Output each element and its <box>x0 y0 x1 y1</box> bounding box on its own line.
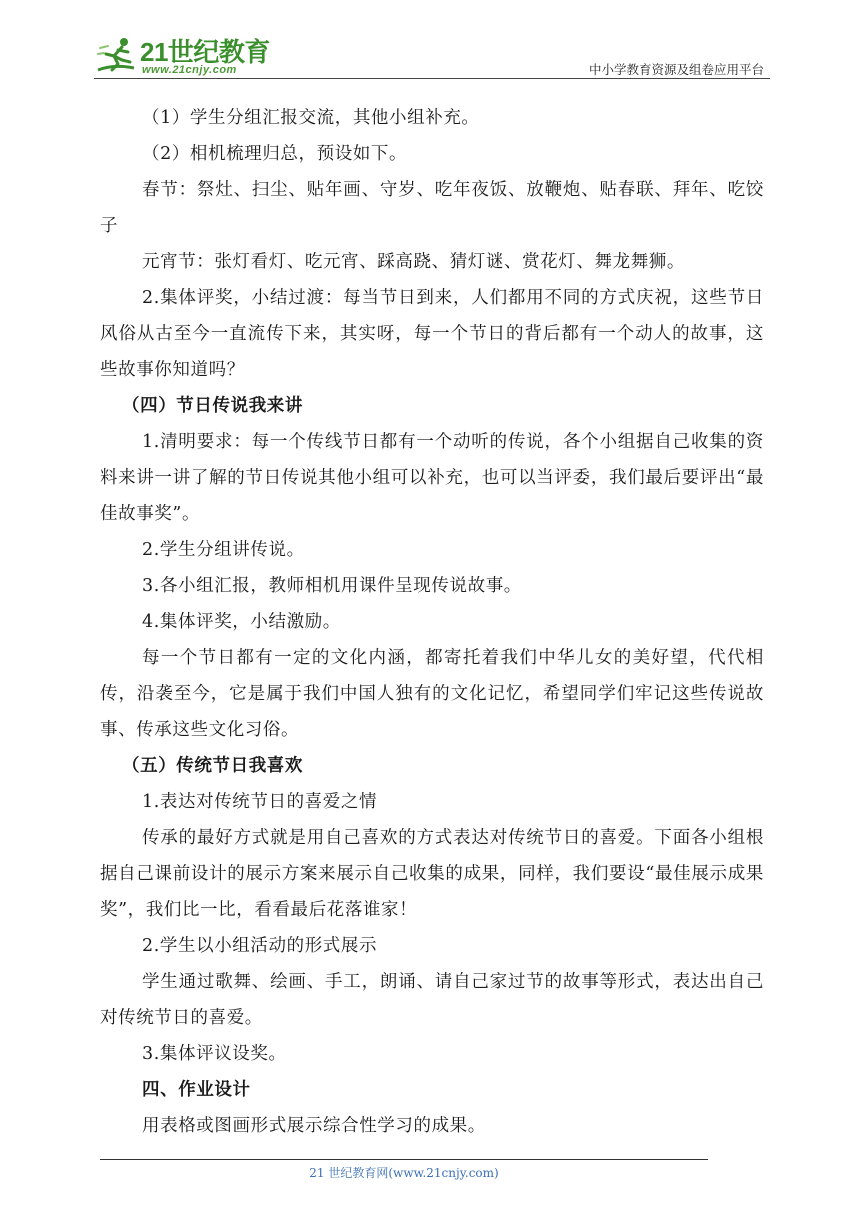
section-heading: （五）传统节日我喜欢 <box>122 756 303 776</box>
paragraph: 1.表达对传统节日的喜爱之情 <box>142 792 378 812</box>
footer-divider <box>100 1159 708 1160</box>
paragraph: 4.集体评奖，小结激励。 <box>142 612 341 632</box>
paragraph: 1.清明要求：每一个传线节日都有一个动听的传说，各个小组据自己收集的资料来讲一讲了解的节日传说其他小组可以补充，也可以当评委，我们最后要评出“最佳故事奖”。 <box>100 432 764 524</box>
document-body <box>100 100 764 1144</box>
page-header <box>94 30 770 80</box>
paragraph: 2.学生分组讲传说。 <box>142 540 305 560</box>
paragraph: 元宵节：张灯看灯、吃元宵、踩高跷、猜灯谜、赏花灯、舞龙舞狮。 <box>142 252 685 272</box>
section-heading: 四、作业设计 <box>142 1080 251 1100</box>
paragraph: 3.集体评议设奖。 <box>142 1044 287 1064</box>
paragraph: （1）学生分组汇报交流，其他小组补充。 <box>142 108 480 128</box>
logo-title: 21世纪教育 <box>140 37 270 67</box>
paragraph: 传承的最好方式就是用自己喜欢的方式表达对传统节日的喜爱。下面各小组根据自己课前设计的展示方案来展示自己收集的成果，同样，我们要设“最佳展示成果奖”，我们比一比，看看最后花落谁家！ <box>100 828 764 920</box>
paragraph: 学生通过歌舞、绘画、手工，朗诵、请自己家过节的故事等形式，表达出自己对传统节日的喜爱。 <box>100 972 764 1028</box>
paragraph: 2.集体评奖，小结过渡：每当节日到来，人们都用不同的方式庆祝，这些节日风俗从古至今一直流传下来，其实呀，每一个节日的背后都有一个动人的故事，这些故事你知道吗？ <box>100 288 764 380</box>
page-footer: 21 世纪教育网(www.21cnjy.com) <box>309 1166 499 1180</box>
paragraph: 每一个节日都有一定的文化内涵，都寄托着我们中华儿女的美好望，代代相传，沿袭至今，它是属于我们中国人独有的文化记忆，希望同学们牢记这些传说故事、传承这些文化习俗。 <box>100 648 764 740</box>
paragraph: （2）相机梳理归总，预设如下。 <box>142 144 408 164</box>
logo-url: www.21cnjy.com <box>142 64 237 76</box>
paragraph: 3.各小组汇报，教师相机用课件呈现传说故事。 <box>142 576 522 596</box>
section-heading: （四）节日传说我来讲 <box>122 396 303 416</box>
platform-name: 中小学教育资源及组卷应用平台 <box>588 62 764 77</box>
brand-logo <box>94 34 270 78</box>
header-divider <box>94 78 770 79</box>
paragraph: 用表格或图画形式展示综合性学习的成果。 <box>142 1116 486 1136</box>
paragraph: 2.学生以小组活动的形式展示 <box>142 936 378 956</box>
paragraph: 春节：祭灶、扫尘、贴年画、守岁、吃年夜饭、放鞭炮、贴春联、拜年、吃饺子 <box>100 180 764 236</box>
runner-logo-icon <box>94 34 138 78</box>
